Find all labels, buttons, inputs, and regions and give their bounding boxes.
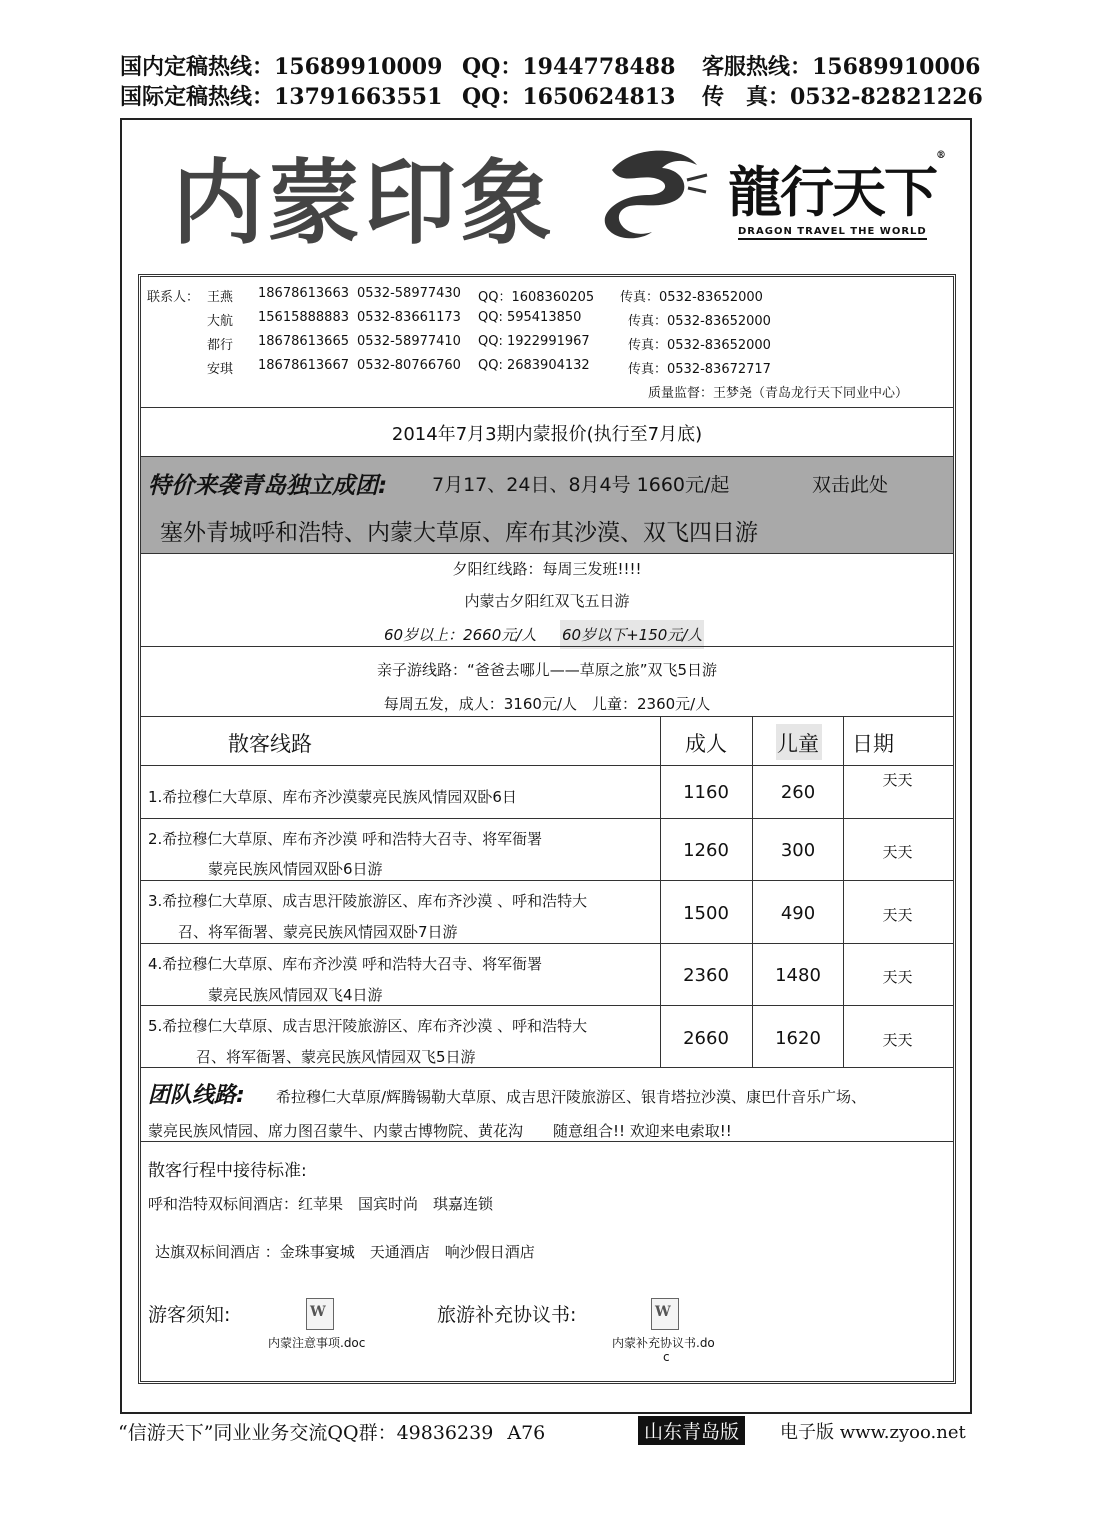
contact-mobile: 18678613667 [258, 358, 349, 373]
contact-fax: 传真：0532-83652000 [620, 290, 763, 305]
contact-mobile: 18678613663 [258, 286, 349, 301]
adult-price: 2660 [683, 1028, 729, 1049]
double-click-hint[interactable]: 双击此处 [812, 474, 889, 496]
daqi-hotels: 达旗双标间酒店 ：金珠事宴城 天通酒店 响沙假日酒店 [155, 1243, 535, 1261]
divider [141, 553, 953, 554]
group-routes-line-2: 蒙亮民族风情园、席力图召蒙牛、内蒙古博物院、黄花沟 随意组合!! 欢迎来电索取!! [148, 1122, 732, 1140]
contact-phone: 0532-83661173 [357, 310, 461, 325]
departure-days: 天天 [882, 906, 913, 924]
ebook-link[interactable]: 电子版 www.zyoo.net [780, 1422, 966, 1443]
route-line-1: 1.希拉穆仁大草原、库布齐沙漠蒙亮民族风情园双卧6日 [148, 788, 517, 806]
brand-slogan: DRAGON TRAVEL THE WORLD [738, 226, 927, 240]
hohhot-hotels: 呼和浩特双标间酒店：红苹果 国宾时尚 琪嘉连锁 [148, 1195, 494, 1213]
group-heading: 团队线路: [148, 1083, 245, 1108]
service-hotline: 客服热线：15689910006 [702, 54, 981, 80]
contact-qq: QQ: 2683904132 [478, 358, 590, 373]
agreement-label: 旅游补充协议书: [437, 1304, 577, 1326]
child-price: 1620 [775, 1028, 821, 1049]
word-glyph: W [655, 1304, 671, 1320]
route-line-2: 召、将军衙署、蒙亮民族风情园双卧7日游 [178, 923, 458, 941]
special-tour-name: 塞外青城呼和浩特、内蒙大草原、库布其沙漠、双飞四日游 [160, 520, 758, 546]
adult-price: 1500 [683, 903, 729, 924]
contact-phone: 0532-58977410 [357, 334, 461, 349]
column-divider [752, 717, 753, 1067]
divider [141, 407, 953, 408]
departure-days: 天天 [882, 771, 913, 789]
standard-title: 散客行程中接待标准: [148, 1161, 307, 1181]
special-heading: 特价来袭青岛独立成团: [148, 473, 388, 499]
child-price: 300 [780, 840, 816, 861]
divider [141, 716, 953, 717]
divider [141, 943, 953, 944]
route-line-1: 4.希拉穆仁大草原、库布齐沙漠 呼和浩特大召寺、将军衙署 [148, 955, 543, 973]
header-adult: 成人 [685, 732, 727, 756]
page-number: A76 [507, 1422, 546, 1444]
contact-name: 都行 [207, 338, 234, 353]
contact-name: 大航 [207, 314, 234, 329]
divider [141, 880, 953, 881]
dragon-icon [592, 140, 712, 250]
qq-1: QQ：1944778488 [462, 54, 676, 80]
family-route-price: 每周五发，成人：3160元/人 儿童：2360元/人 [383, 695, 711, 713]
child-price: 490 [780, 903, 816, 924]
column-divider [660, 717, 661, 1067]
adult-price: 1260 [683, 840, 729, 861]
route-line-1: 2.希拉穆仁大草原、库布齐沙漠 呼和浩特大召寺、将军衙署 [148, 830, 543, 848]
agreement-file-link-tail[interactable]: c [663, 1350, 670, 1364]
page-title: 内蒙印象 [172, 150, 557, 257]
contact-qq: QQ：1608360205 [478, 290, 595, 305]
registered-mark: ® [936, 150, 944, 161]
word-document-icon[interactable] [651, 1298, 679, 1330]
notice-label: 游客须知: [148, 1304, 231, 1326]
contact-mobile: 18678613665 [258, 334, 349, 349]
departure-days: 天天 [882, 843, 913, 861]
sunset-price-under60: 60岁以下+150元/人 [560, 620, 704, 649]
divider [141, 646, 953, 647]
child-price: 260 [780, 782, 816, 803]
route-line-1: 5.希拉穆仁大草原、成吉思汗陵旅游区、库布齐沙漠 、呼和浩特大 [148, 1017, 588, 1035]
contact-fax: 传真：0532-83672717 [628, 362, 771, 377]
header-child: 儿童 [777, 732, 819, 756]
word-document-icon[interactable] [306, 1298, 334, 1330]
contact-phone: 0532-80766760 [357, 358, 461, 373]
contact-qq: QQ: 1922991967 [478, 334, 590, 349]
contact-fax: 传真：0532-83652000 [628, 338, 771, 353]
child-price: 1480 [775, 965, 821, 986]
adult-price: 2360 [683, 965, 729, 986]
fax-hotline: 传 真：0532-82821226 [702, 84, 983, 110]
departure-days: 天天 [882, 968, 913, 986]
header-routes: 散客线路 [228, 732, 312, 756]
contact-name: 王燕 [207, 290, 234, 305]
departure-days: 天天 [882, 1031, 913, 1049]
contact-qq: QQ: 595413850 [478, 310, 582, 325]
divider [141, 818, 953, 819]
contact-fax: 传真：0532-83652000 [628, 314, 771, 329]
domestic-hotline: 国内定稿热线：15689910009 [120, 54, 443, 80]
header-date: 日期 [852, 732, 894, 756]
route-line-1: 3.希拉穆仁大草原、成吉思汗陵旅游区、库布齐沙漠 、呼和浩特大 [148, 892, 588, 910]
contact-mobile: 15615888883 [258, 310, 349, 325]
adult-price: 1160 [683, 782, 729, 803]
family-route-title: 亲子游线路：“爸爸去哪儿——草原之旅”双飞5日游 [376, 661, 718, 679]
contact-phone: 0532-58977430 [357, 286, 461, 301]
route-line-2: 蒙亮民族风情园双飞4日游 [208, 986, 383, 1004]
agreement-file-link[interactable]: 内蒙补充协议书.do [612, 1336, 715, 1350]
edition-badge: 山东青岛版 [638, 1416, 745, 1445]
brand-logo [728, 150, 944, 227]
divider [141, 1067, 953, 1068]
international-hotline: 国际定稿热线：13791663551 [120, 84, 443, 110]
special-dates: 7月17、24日、8月4号 1660元/起 [432, 474, 730, 496]
brand-name: 龍行天下 [728, 160, 936, 224]
divider [141, 1141, 953, 1142]
word-glyph: W [310, 1304, 326, 1320]
quality-supervisor: 质量监督：王梦尧（青岛龙行天下同业中心） [648, 386, 909, 401]
sunset-price-over60: 60岁以上：2660元/人 [384, 626, 537, 644]
divider [141, 1005, 953, 1006]
group-routes-line-1: 希拉穆仁大草原/辉腾锡勒大草原、成吉思汗陵旅游区、银肯塔拉沙漠、康巴什音乐广场、 [276, 1088, 867, 1106]
qq-group: “信游天下”同业业务交流QQ群：49836239 [118, 1422, 494, 1444]
qq-group-line [118, 1418, 545, 1445]
notice-file-link[interactable]: 内蒙注意事项.doc [268, 1336, 366, 1350]
period-title: 2014年7月3期内蒙报价(执行至7月底) [391, 424, 703, 445]
divider [141, 765, 953, 766]
contact-label: 联系人： [147, 290, 200, 305]
contact-name: 安琪 [207, 362, 234, 377]
qq-2: QQ：1650624813 [462, 84, 676, 110]
route-line-2: 召、将军衙署、蒙亮民族风情园双飞5日游 [196, 1048, 476, 1066]
sunset-route-name: 内蒙古夕阳红双飞五日游 [464, 592, 630, 610]
sunset-route-title: 夕阳红线路：每周三发班!!!! [452, 560, 642, 578]
route-line-2: 蒙亮民族风情园双卧6日游 [208, 860, 383, 878]
